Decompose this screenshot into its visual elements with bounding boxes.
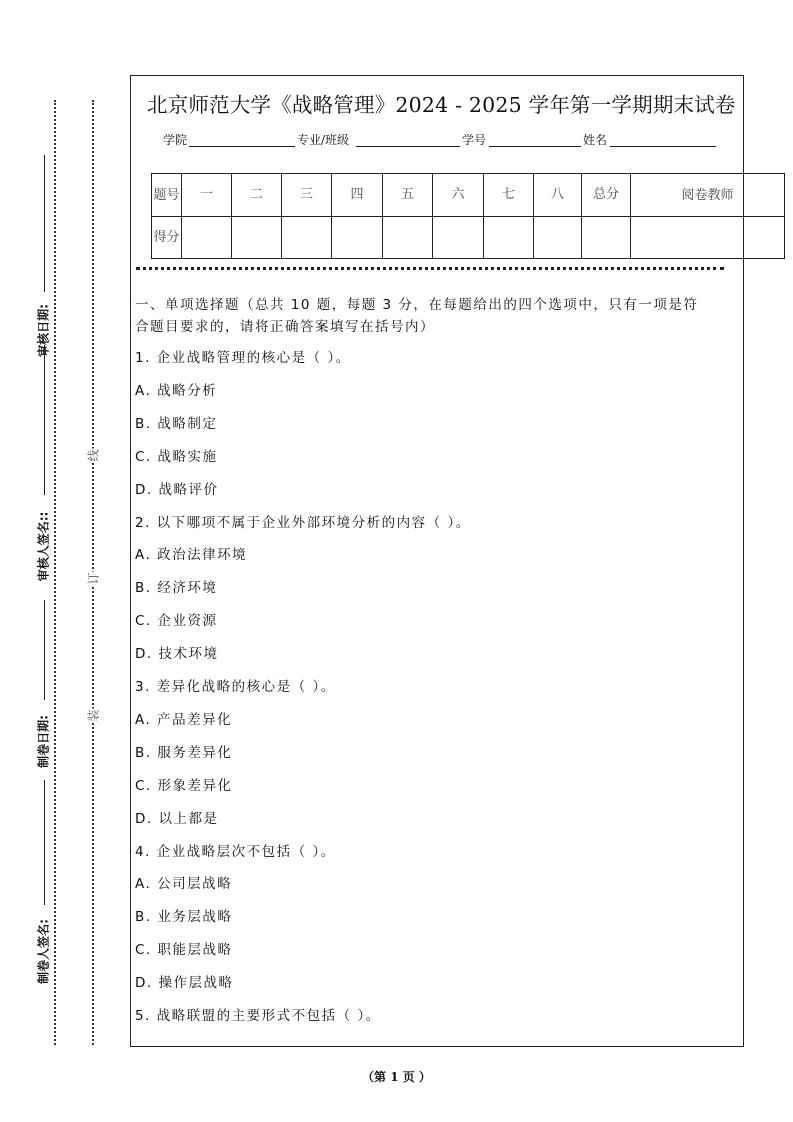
compile-date-label: 制卷日期: (36, 715, 51, 768)
col-header: 一 (182, 174, 232, 217)
score-cell[interactable] (484, 217, 534, 259)
reviewer-signature-blank (44, 345, 45, 495)
compile-date-blank (44, 600, 45, 700)
col-header-total: 总分 (582, 174, 631, 217)
col-header: 三 (282, 174, 332, 217)
question-stem: 4. 企业战略层次不包括（ ）。 (135, 843, 336, 860)
question-stem: 2. 以下哪项不属于企业外部环境分析的内容（ ）。 (135, 514, 471, 531)
reviewer-signature-label: 审核人签名:: (36, 511, 51, 582)
binding-char-zhuang: 装 (86, 709, 101, 722)
answer-option: C. 战略实施 (135, 448, 218, 465)
question-stem: 5. 战略联盟的主要形式不包括（ ）。 (135, 1008, 381, 1024)
binding-dotted-line-outer (54, 100, 56, 1045)
col-header: 八 (534, 174, 582, 217)
answer-option: A. 战略分析 (135, 382, 218, 399)
college-field[interactable] (189, 146, 295, 147)
compiler-signature-label: 制卷人签名: (36, 919, 51, 984)
answer-option: D. 以上都是 (135, 810, 219, 827)
answer-option: C. 职能层战略 (135, 942, 233, 959)
question-number-row (152, 174, 785, 217)
score-cell[interactable] (182, 217, 232, 259)
answer-option: B. 战略制定 (135, 415, 218, 432)
student-id-label: 学号 (462, 133, 487, 147)
question-number-label: 题号 (152, 174, 182, 217)
col-header: 七 (484, 174, 534, 217)
section-heading: 一、单项选择题（总共 10 题，每题 3 分，在每题给出的四个选项中，只有一项是符 (135, 297, 699, 313)
score-row (152, 217, 785, 259)
answer-option: B. 服务差异化 (135, 744, 233, 761)
name-field[interactable] (610, 146, 716, 147)
score-cell-grader[interactable] (631, 217, 785, 259)
answer-option: C. 企业资源 (135, 613, 218, 630)
college-label: 学院 (163, 133, 188, 147)
score-cell[interactable] (534, 217, 582, 259)
col-header: 二 (232, 174, 282, 217)
col-header: 四 (332, 174, 383, 217)
binding-char-ding: 订 (86, 572, 101, 585)
score-label: 得分 (152, 217, 182, 259)
compiler-signature-blank (44, 780, 45, 905)
answer-option: D. 战略评价 (135, 481, 219, 498)
answer-option: A. 政治法律环境 (135, 547, 248, 564)
answer-option: B. 经济环境 (135, 580, 218, 597)
student-id-field[interactable] (489, 146, 581, 147)
major-class-label: 专业/班级 (297, 133, 350, 147)
answer-option: A. 公司层战略 (135, 876, 233, 893)
score-cell[interactable] (433, 217, 484, 259)
question-stem: 1. 企业战略管理的核心是（ ）。 (135, 350, 351, 366)
review-date-label: 审核日期: (36, 304, 51, 357)
binding-char-xian: 线 (86, 449, 101, 462)
col-header: 五 (383, 174, 433, 217)
answer-option: B. 业务层战略 (135, 909, 233, 926)
score-cell[interactable] (383, 217, 433, 259)
question-stem: 3. 差异化战略的核心是（ ）。 (135, 679, 336, 695)
answer-option: C. 形象差异化 (135, 777, 233, 794)
answer-option: A. 产品差异化 (135, 711, 233, 728)
score-cell-total[interactable] (582, 217, 631, 259)
page-number: （第 1 页 ） (362, 1070, 431, 1084)
answer-option: D. 操作层战略 (135, 975, 234, 992)
col-header-grader: 阅卷教师 (631, 174, 785, 217)
score-table (151, 173, 785, 259)
section-heading-cont: 合题目要求的，请将正确答案填写在括号内） (135, 319, 435, 335)
col-header: 六 (433, 174, 484, 217)
name-label: 姓名 (583, 133, 608, 147)
dotted-separator (136, 267, 724, 270)
score-cell[interactable] (282, 217, 332, 259)
major-class-field[interactable] (356, 146, 460, 147)
score-cell[interactable] (232, 217, 282, 259)
review-date-blank (44, 155, 45, 292)
answer-option: D. 技术环境 (135, 646, 219, 663)
exam-title: 北京师范大学《战略管理》2024 - 2025 学年第一学期期末试卷 (147, 93, 736, 117)
score-cell[interactable] (332, 217, 383, 259)
